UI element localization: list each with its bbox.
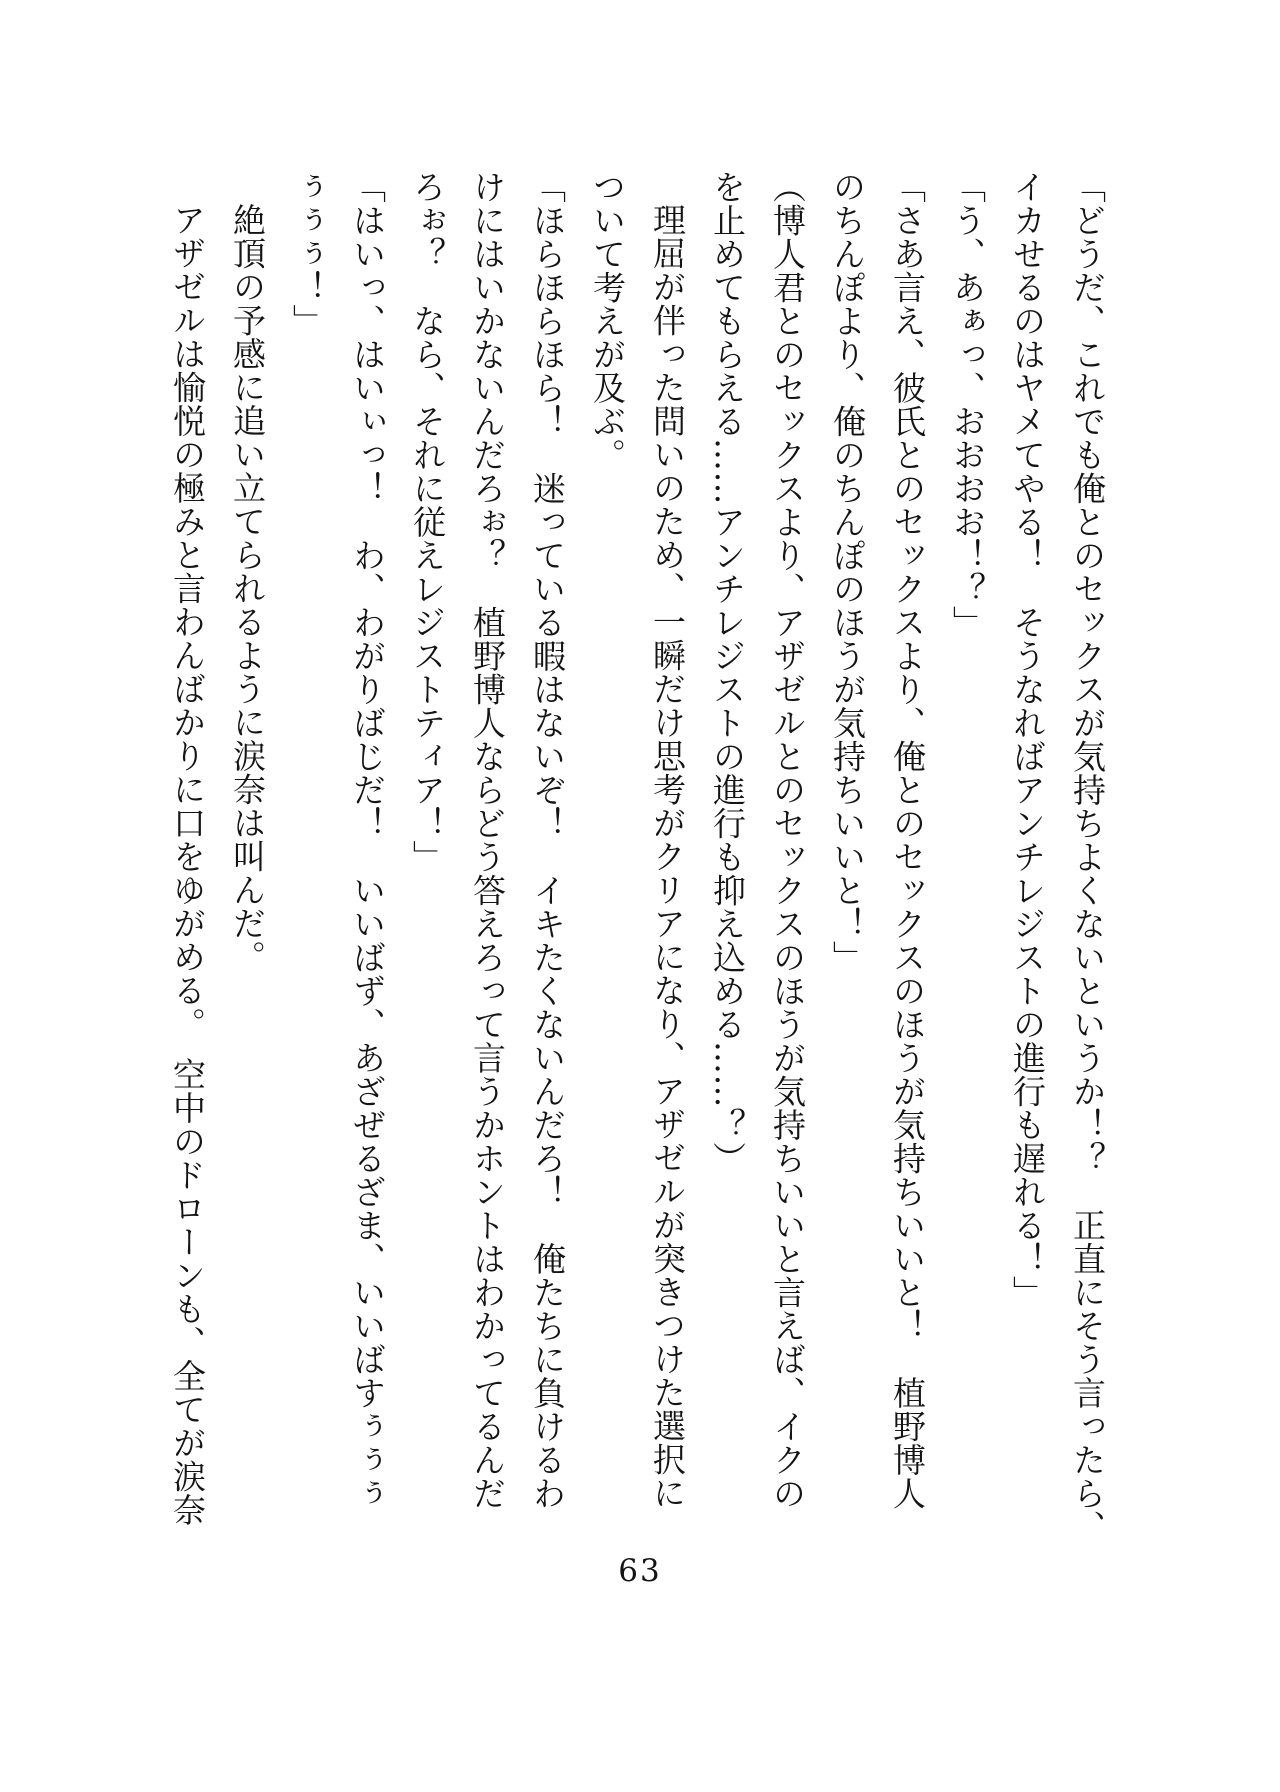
text-line: 絶頂の予感に追い立てられるように涙奈は叫んだ。 xyxy=(228,203,267,974)
text-line: 「ほらほらほら！ 迷っている暇はないぞ！ イキたくないんだろ！ 俺たちに負けるわ xyxy=(528,170,567,1510)
text-line: を止めてもらえる……アンチレジストの進行も抑え込める……？） xyxy=(708,170,747,1175)
text-line: （博人君とのセックスより、アザゼルとのセックスのほうが気持ちいいと言えば、イクの xyxy=(768,170,807,1510)
text-line: 「はいっ、はいぃっ！ わ、わがりばじだ！ いいばず、あざぜるざま、いいばすぅぅぅ xyxy=(348,170,387,1510)
text-line: イカせるのはヤメてやる！ そうなればアンチレジストの進行も遅れる！」 xyxy=(1008,170,1047,1309)
text-line: のちんぽより、俺のちんぽのほうが気持ちいいと！」 xyxy=(828,170,867,974)
text-line: 理屈が伴った問いのため、一瞬だけ思考がクリアになり、アザゼルが突きつけた選択に xyxy=(648,203,687,1510)
text-line: ぅぅぅ！」 xyxy=(288,170,327,338)
text-line: ろぉ？ なら、それに従えレジストティア！」 xyxy=(408,170,447,874)
text-line: 「さあ言え、彼氏とのセックスより、俺とのセックスのほうが気持ちいいと！ 植野博人 xyxy=(888,170,927,1510)
text-line: アザゼルは愉悦の極みと言わんばかりに口をゆがめる。 空中のドローンも、全てが涙奈 xyxy=(168,203,207,1527)
text-line: ついて考えが及ぶ。 xyxy=(588,170,627,472)
text-line: 「う、あぁっ、おおおお！？」 xyxy=(948,170,987,639)
page-number: 63 xyxy=(618,1553,662,1589)
vertical-text-block xyxy=(157,170,1117,1548)
text-line: 「どうだ、これでも俺とのセックスが気持ちよくないというか！？ 正直にそう言ったら、 xyxy=(1068,170,1107,1544)
text-line: けにはいかないんだろぉ？ 植野博人ならどう答えろって言うかホントはわかってるんだ xyxy=(468,170,507,1510)
